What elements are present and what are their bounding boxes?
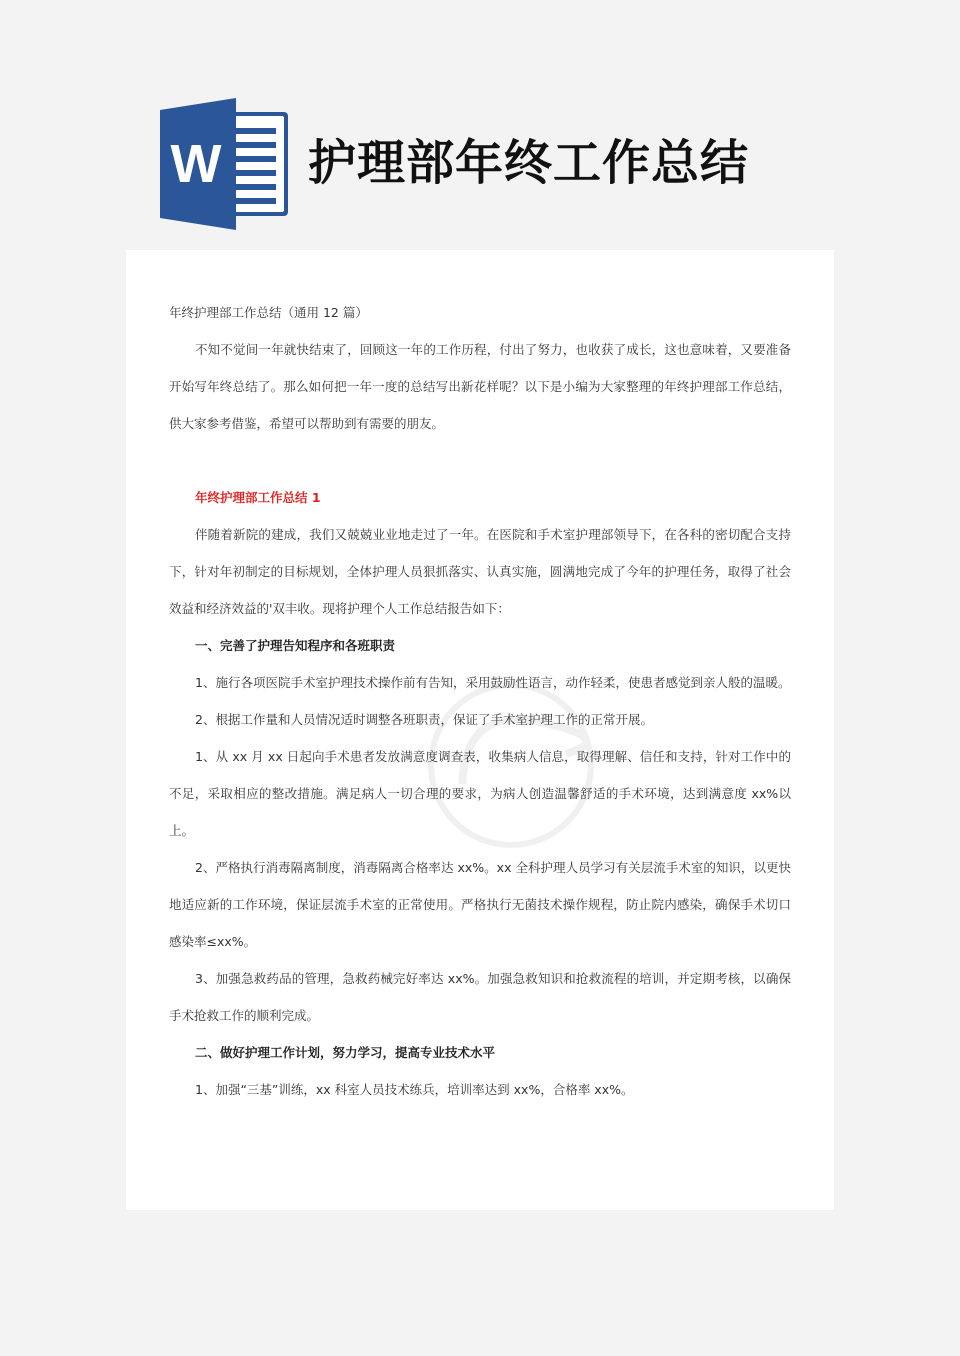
document-body [169, 294, 791, 1108]
list-item: 2、严格执行消毒隔离制度，消毒隔离合格率达 xx%。xx 全科护理人员学习有关层流手术室的知识，以更快地适应新的工作环境，保证层流手术室的正常使用。严格执行无菌技术操作规程，防止院内感染，确保手术切口感染率≤xx%。 [169, 860, 791, 949]
part2-title: 二、做好护理工作计划，努力学习，提高专业技术水平 [195, 1045, 496, 1060]
list-item: 2、根据工作量和人员情况适时调整各班职责，保证了手术室护理工作的正常开展。 [195, 712, 653, 727]
page-title: 护理部年终工作总结 [308, 135, 750, 191]
section-title: 年终护理部工作总结 1 [195, 490, 321, 505]
part1-title: 一、完善了护理告知程序和各班职责 [195, 638, 396, 653]
list-item: 3、加强急救药品的管理，急救药械完好率达 xx%。加强急救知识和抢救流程的培训，并定期考核，以确保手术抢救工作的顺利完成。 [169, 971, 791, 1023]
list-item: 1、加强“三基”训练，xx 科室人员技术练兵，培训率达到 xx%，合格率 xx%。 [195, 1082, 634, 1097]
list-item: 1、从 xx 月 xx 日起向手术患者发放满意度调查表，收集病人信息，取得理解、信任和支持，针对工作中的不足，采取相应的整改措施。满足病人一切合理的要求，为病人创造温馨舒适的手术环境，达到满意度 xx%以上。 [169, 749, 791, 838]
document-page [126, 250, 834, 1210]
header [0, 0, 960, 250]
blank-line [169, 442, 791, 479]
document-heading: 年终护理部工作总结（通用 12 篇） [169, 305, 368, 320]
word-doc-icon [158, 98, 290, 230]
section-intro: 伴随着新院的建成，我们又兢兢业业地走过了一年。在医院和手术室护理部领导下，在各科的密切配合支持下，针对年初制定的目标规划，全体护理人员狠抓落实、认真实施，圆满地完成了今年的护理任务，取得了社会效益和经济效益的'双丰收。现将护理个人工作总结报告如下： [169, 527, 791, 616]
logo-letter: W [170, 134, 222, 194]
list-item: 1、施行各项医院手术室护理技术操作前有告知，采用鼓励性语言，动作轻柔，使患者感觉到亲人般的温暖。 [195, 675, 791, 690]
intro-paragraph: 不知不觉间一年就快结束了，回顾这一年的工作历程，付出了努力，也收获了成长，这也意味着，又要准备开始写年终总结了。那么如何把一年一度的总结写出新花样呢？以下是小编为大家整理的年终护理部工作总结，供大家参考借鉴，希望可以帮助到有需要的朋友。 [169, 342, 791, 431]
